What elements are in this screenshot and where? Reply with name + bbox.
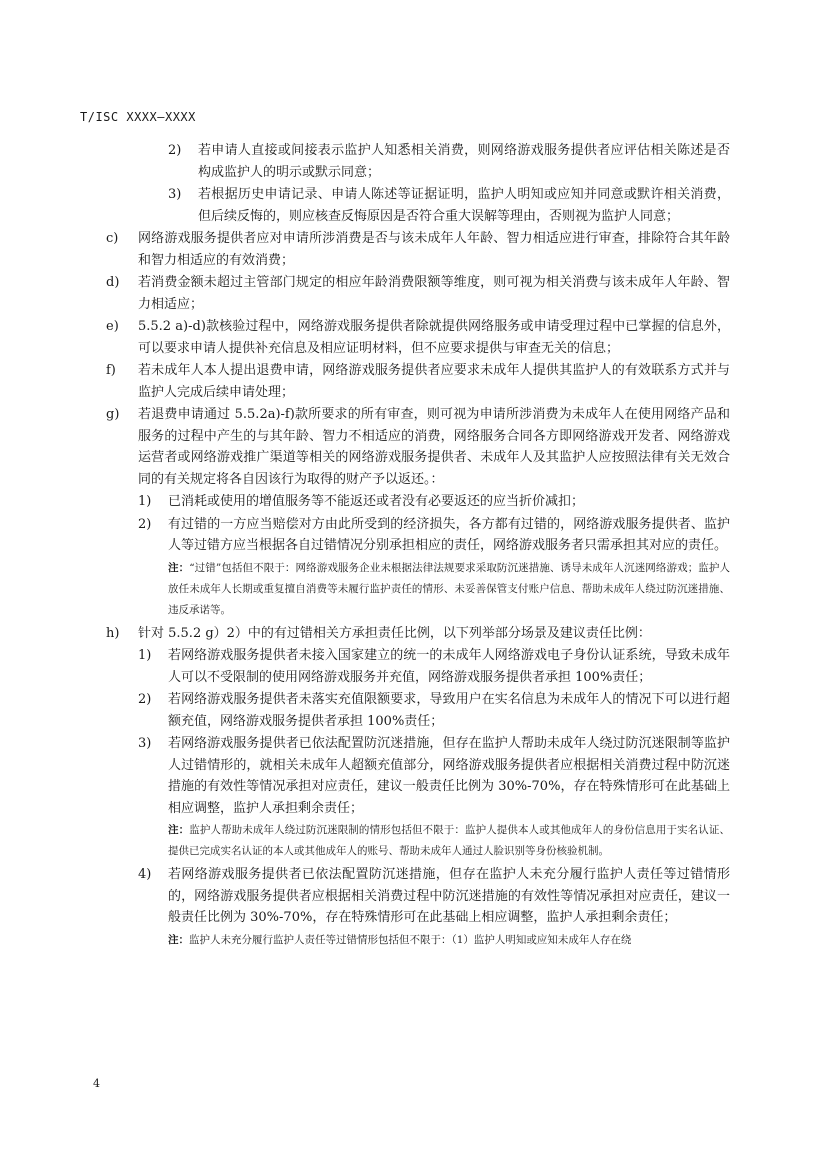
list-item [0, 316, 827, 359]
list-marker: c) [106, 231, 119, 246]
list-marker: 1) [138, 648, 152, 663]
list-item-text: 若根据历史申请记录、申请人陈述等证据证明，监护人明知或应知并同意或默许相关消费，但后续反悔的，则应核查反悔原因是否符合重大误解等理由，否则视为监护人同意； [198, 187, 730, 224]
list-item [0, 360, 827, 403]
list-item-text: 若申请人直接或间接表示监护人知悉相关消费，则网络游戏服务提供者应评估相关陈述是否构成监护人的明示或默示同意； [198, 143, 730, 180]
note-text: “过错”包括但不限于：网络游戏服务企业未根据法律法规要求采取防沉迷措施、诱导未成年人沉迷网络游戏；监护人放任未成年人长期或重复擅自消费等未履行监护责任的情形、未妥善保管支付账户信息、帮助未成年人绕过防沉迷措施、违反承诺等。 [168, 561, 731, 616]
list-item [0, 228, 827, 271]
list-item [0, 140, 827, 183]
list-marker: e) [106, 319, 119, 334]
note-label: 注： [168, 824, 190, 836]
list-item-text: 若网络游戏服务提供者已依法配置防沉迷措施，但存在监护人未充分履行监护人责任等过错情形的，网络游戏服务提供者应根据相关消费过程中防沉迷措施的有效性等情况承担对应责任，建议一般责任比例为 30%-70%，存在特殊情形可在此基础上相应调整，监护人承担剩余责任； [168, 867, 730, 925]
list-item-text: 有过错的一方应当赔偿对方由此所受到的经济损失，各方都有过错的，网络游戏服务提供者、监护人等过错方应当根据各自过错情况分别承担相应的责任，网络游戏服务者只需承担其对应的责任。 [168, 516, 730, 553]
list-marker: 1) [138, 494, 152, 509]
note-label: 注： [168, 561, 190, 574]
list-item [0, 689, 827, 732]
list-item-text: 5.5.2 a)-d)款核验过程中，网络游戏服务提供者除就提供网络服务或申请受理过程中已掌握的信息外，可以要求申请人提供补充信息及相应证明材料，但不应要求提供与审查无关的信息； [138, 319, 730, 356]
list-marker: f) [106, 363, 116, 378]
note-label: 注： [168, 933, 189, 946]
document-body [0, 140, 827, 953]
page-number: 4 [93, 1077, 100, 1090]
list-item-text: 若未成年人本人提出退费申请，网络游戏服务提供者应要求未成年人提供其监护人的有效联系方式并与监护人完成后续申请处理； [138, 363, 730, 400]
list-item [0, 733, 827, 819]
list-item [0, 623, 827, 645]
list-item-text: 若退费申请通过 5.5.2a)-f)款所要求的所有审查，则可视为申请所涉消费为未成年人在使用网络产品和服务的过程中产生的与其年龄、智力不相适应的消费，网络服务合同各方即网络游戏开发者、网络游戏运营者或网络游戏推广渠道等相关的网络游戏服务提供者、未成年人及其监护人应按照法律有关无效合同的有关规定将各自因该行为取得的财产予以返还。： [138, 407, 730, 487]
note-text: 监护人帮助未成年人绕过防沉迷限制的情形包括但不限于：监护人提供本人或其他成年人的身份信息用于实名认证、提供已完成实名认证的本人或其他成年人的账号、帮助未成年人通过人脸识别等身份核验机制。 [168, 824, 731, 857]
list-item-text: 若网络游戏服务提供者未落实充值限额要求，导致用户在实名信息为未成年人的情况下可以进行超额充值，网络游戏服务提供者承担 100%责任； [168, 692, 730, 729]
list-marker: d) [106, 275, 120, 290]
list-item [0, 645, 827, 688]
note [168, 820, 730, 862]
list-marker: 2) [138, 516, 152, 532]
list-marker: 2) [168, 143, 182, 158]
list-marker: 2) [138, 692, 152, 707]
list-marker: 4) [138, 867, 152, 882]
list-item-text: 针对 5.5.2 g）2）中的有过错相关方承担责任比例，以下列举部分场景及建议责任比例： [138, 625, 651, 641]
list-marker: h) [106, 625, 120, 641]
document-code: T/ISC XXXX—XXXX [80, 110, 196, 124]
list-item-text: 若消费金额未超过主管部门规定的相应年龄消费限额等维度，则可视为相关消费与该未成年人年龄、智力相适应； [138, 275, 730, 312]
list-item [0, 864, 827, 929]
list-item [0, 514, 827, 557]
list-item [0, 272, 827, 315]
note-text: 监护人未充分履行监护人责任等过错情形包括但不限于：（1）监护人明知或应知未成年人存在绕 [189, 933, 632, 946]
list-item-text: 若网络游戏服务提供者已依法配置防沉迷措施，但存在监护人帮助未成年人绕过防沉迷限制等监护人过错情形的，就相关未成年人超额充值部分，网络游戏服务提供者应根据相关消费过程中防沉迷措施的有效性等情况承担对应责任，建议一般责任比例为 30%-70%，存在特殊情形可在此基础上相应调整，监护人承担剩余责任； [168, 736, 730, 816]
list-item-text: 若网络游戏服务提供者未接入国家建立的统一的未成年人网络游戏电子身份认证系统，导致未成年人可以不受限制的使用网络游戏服务并充值，网络游戏服务提供者承担 100%责任； [168, 648, 730, 685]
list-marker: 3) [138, 736, 152, 751]
list-item [0, 491, 827, 513]
list-marker: 3) [168, 187, 182, 202]
list-item-text: 已消耗或使用的增值服务等不能返还或者没有必要返还的应当折价减扣； [168, 494, 585, 509]
list-item-text: 网络游戏服务提供者应对申请所涉消费是否与该未成年人年龄、智力相适应进行审查，排除符合其年龄和智力相适应的有效消费； [138, 231, 730, 268]
note [168, 558, 730, 621]
list-marker: g) [106, 407, 120, 422]
list-item [0, 404, 827, 490]
note [168, 930, 730, 951]
list-item [0, 184, 827, 227]
